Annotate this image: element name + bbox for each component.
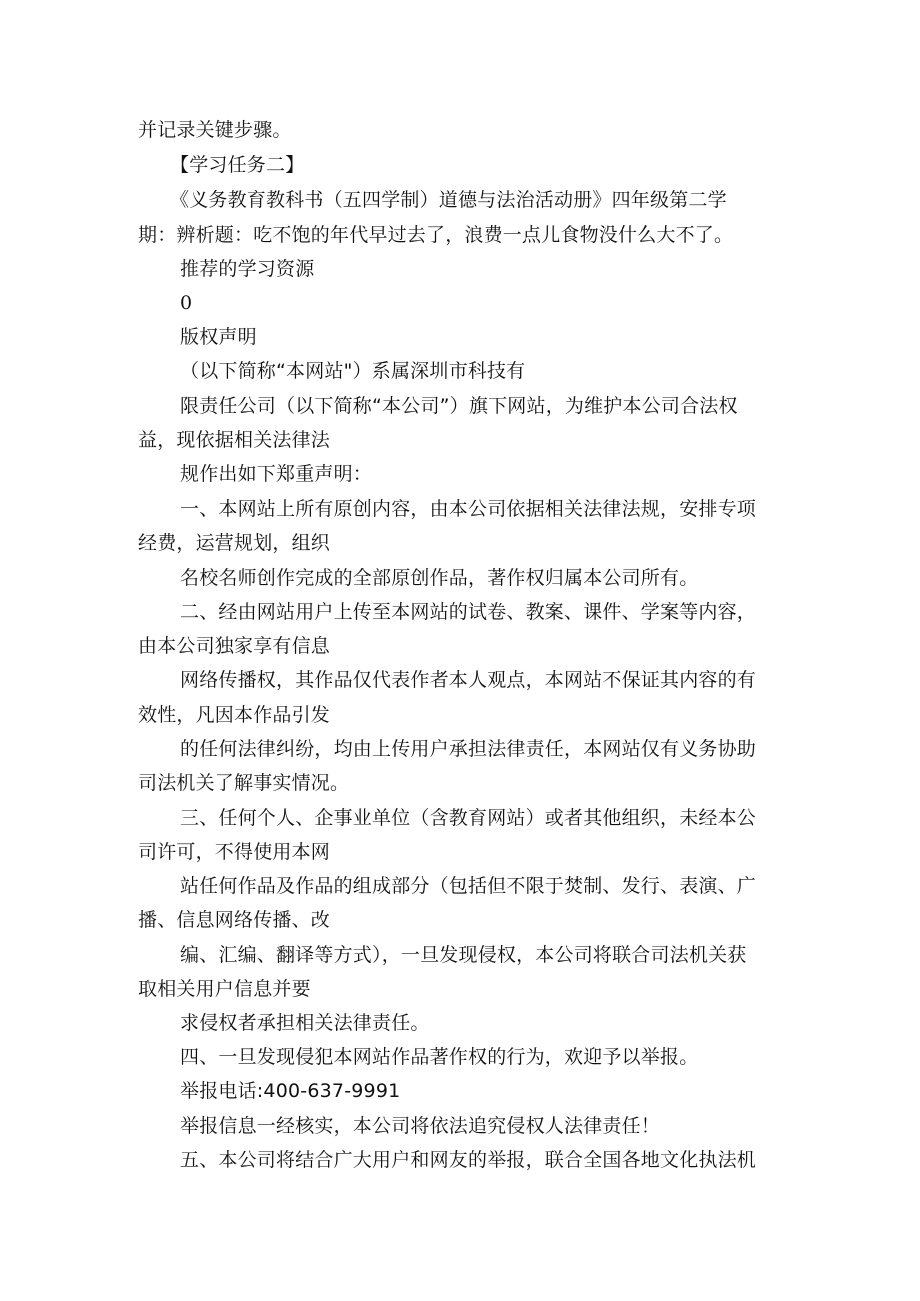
- text-line: 经费，运营规划，组织: [138, 532, 331, 554]
- text-line: 司许可，不得使用本网: [138, 841, 331, 863]
- text-line: 一、本网站上所有原创内容，由本公司依据相关法律法规，安排专项: [180, 498, 757, 520]
- text-line: 益，现依据相关法律法: [138, 429, 331, 451]
- text-line: 效性，凡因本作品引发: [138, 704, 331, 726]
- text-line: 取相关用户信息并要: [138, 978, 311, 1000]
- text-line: 四、一旦发现侵犯本网站作品著作权的行为，欢迎予以举报。: [180, 1046, 699, 1068]
- text-line: 名校名师创作完成的全部原创作品，著作权归属本公司所有。: [180, 567, 699, 589]
- section-heading: 版权声明: [180, 326, 257, 348]
- text-line: 并记录关键步骤。: [138, 119, 292, 141]
- text-line: （以下简称“本网站"）系属深圳市科技有: [180, 360, 526, 382]
- text-line: 的任何法律纠纷，均由上传用户承担法律责任，本网站仅有义务协助: [180, 738, 757, 760]
- report-phone: 举报电话:400-637-9991: [180, 1080, 401, 1102]
- text-line: 网络传播权，其作品仅代表作者本人观点，本网站不保证其内容的有: [180, 669, 757, 691]
- text-line: 播、信息网络传播、改: [138, 909, 331, 931]
- text-line: 司法机关了解事实情况。: [138, 772, 350, 794]
- text-line: 五、本公司将结合广大用户和网友的举报，联合全国各地文化执法机: [180, 1149, 757, 1171]
- text-line: 站任何作品及作品的组成部分（包括但不限于焚制、发行、表演、广: [180, 875, 757, 897]
- text-line: 推荐的学习资源: [180, 258, 315, 280]
- text-line: 限责任公司（以下简称“本公司”）旗下网站，为维护本公司合法权: [180, 395, 738, 417]
- text-line: 0: [180, 292, 193, 314]
- text-line: 求侵权者承担相关法律责任。: [180, 1012, 430, 1034]
- text-line: 举报信息一经核实，本公司将依法追究侵权人法律责任！: [180, 1115, 661, 1137]
- text-line: 三、任何个人、企事业单位（含教育网站）或者其他组织，未经本公: [180, 807, 757, 829]
- section-heading: 【学习任务二】: [170, 154, 305, 176]
- text-line: 规作出如下郑重声明：: [180, 463, 373, 485]
- text-line: 编、汇编、翻译等方式），一旦发现侵权，本公司将联合司法机关获: [180, 944, 747, 966]
- text-line: 《义务教育教科书（五四学制）道德与法治活动册》四年级第二学: [170, 189, 727, 211]
- text-line: 期：辨析题：吃不饱的年代早过去了，浪费一点儿食物没什么大不了。: [138, 224, 734, 246]
- text-line: 二、经由网站用户上传至本网站的试卷、教案、课件、学案等内容，: [180, 601, 757, 623]
- text-line: 由本公司独家享有信息: [138, 635, 331, 657]
